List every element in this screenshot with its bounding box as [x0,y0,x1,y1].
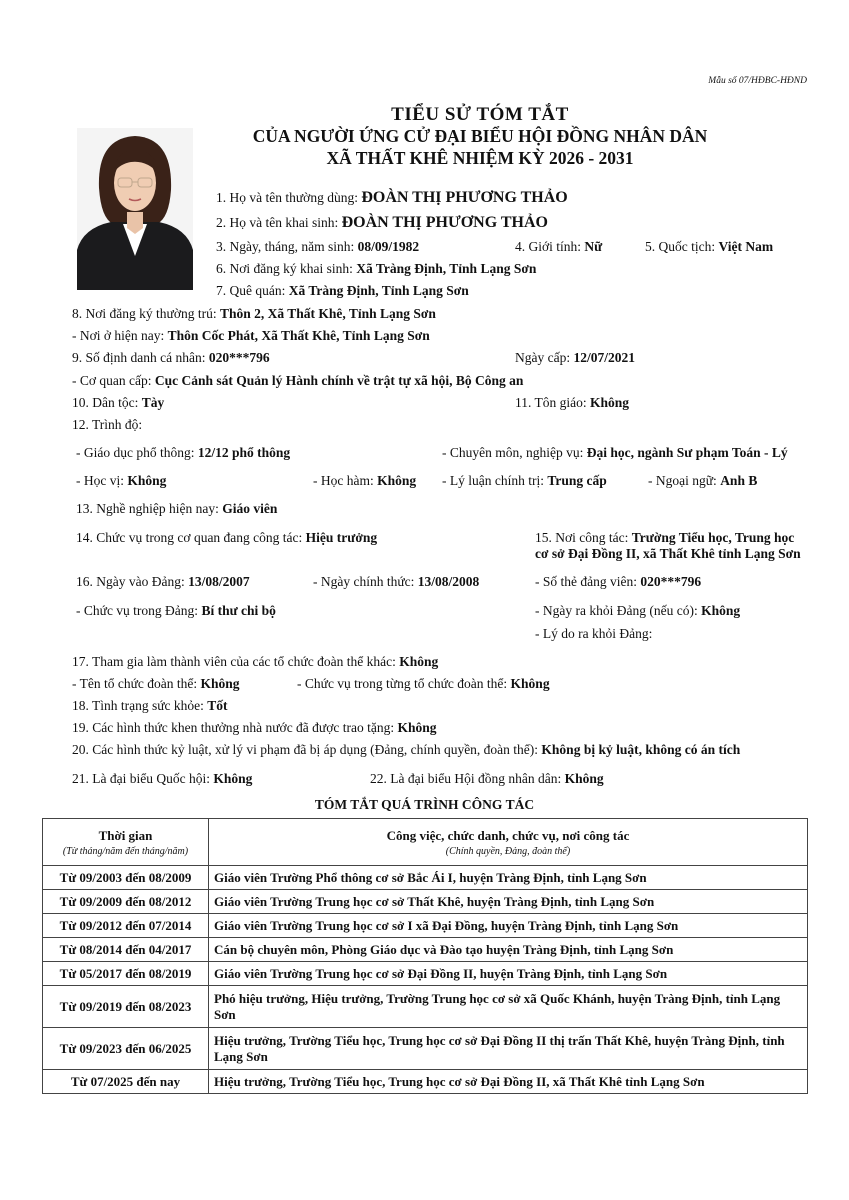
table-row [43,866,808,890]
row-period: Từ 09/2003 đến 08/2009 [43,866,209,890]
table-row [43,914,808,938]
row-description: Giáo viên Trường Trung học cơ sở Đại Đồng II, huyện Tràng Định, tỉnh Lạng Sơn [209,962,808,986]
doc-subtitle: CỦA NGƯỜI ỨNG CỬ ĐẠI BIỂU HỘI ĐỒNG NHÂN DÂN [252,126,708,146]
candidate-photo [77,128,193,290]
field-nationality: 5. Quốc tịch: Việt Nam [645,239,774,254]
form-number: Mẫu số 07/HĐBC-HĐND [708,76,807,86]
field-party-card-number: - Số thẻ đảng viên: 020***796 [535,574,702,589]
doc-subtitle-term: XÃ THẤT KHÊ NHIỆM KỲ 2026 - 2031 [326,148,634,168]
field-id-issue-date: Ngày cấp: 12/07/2021 [515,350,635,365]
column-header-period: Thời gian (Từ tháng/năm đến tháng/năm) [43,819,209,866]
field-position: 14. Chức vụ trong cơ quan đang công tác: Hiệu trưởng [76,530,378,545]
row-period: Từ 09/2019 đến 08/2023 [43,986,209,1028]
field-party-leave-date: - Ngày ra khỏi Đảng (nếu có): Không [535,603,741,618]
field-specialty: - Chuyên môn, nghiệp vụ: Đại học, ngành Sư phạm Toán - Lý [442,445,788,460]
field-birth-date: 3. Ngày, tháng, năm sinh: 08/09/1982 [216,239,420,254]
field-academic-degree: - Học vị: Không [76,473,167,488]
field-workplace-line2: cơ sở Đại Đồng II, xã Thất Khê tỉnh Lạng Sơn [535,546,801,561]
table-row [43,1028,808,1070]
field-disciplinary: 20. Các hình thức kỷ luật, xử lý vi phạm đã bị áp dụng (Đảng, chính quyền, đoàn thể): Không bị kỷ luật, không có án tích [72,742,741,757]
field-party-leave-reason: - Lý do ra khỏi Đảng: [535,626,653,641]
field-peoples-council: 22. Là đại biểu Hội đồng nhân dân: Không [370,771,604,786]
field-party-position: - Chức vụ trong Đảng: Bí thư chi bộ [76,603,276,618]
field-issuing-agency: - Cơ quan cấp: Cục Cảnh sát Quản lý Hành chính về trật tự xã hội, Bộ Công an [72,373,524,388]
row-description: Giáo viên Trường Trung học cơ sở I xã Đại Đồng, huyện Tràng Định, tỉnh Lạng Sơn [209,914,808,938]
row-description: Hiệu trưởng, Trường Tiểu học, Trung học cơ sở Đại Đồng II, xã Thất Khê tỉnh Lạng Sơn [209,1070,808,1094]
column-header-description: Công việc, chức danh, chức vụ, nơi công tác (Chính quyền, Đảng, đoàn thể) [209,819,808,866]
field-other-organizations: 17. Tham gia làm thành viên của các tổ chức đoàn thể khác: Không [72,654,439,669]
table-row [43,962,808,986]
field-birth-place: 6. Nơi đăng ký khai sinh: Xã Tràng Định, Tỉnh Lạng Sơn [216,261,537,276]
table-header-row [43,819,808,866]
field-national-assembly: 21. Là đại biểu Quốc hội: Không [72,771,253,786]
table-row [43,938,808,962]
field-party-official-date: - Ngày chính thức: 13/08/2008 [313,574,480,589]
field-academic-rank: - Học hàm: Không [313,473,417,488]
row-description: Giáo viên Trường Phổ thông cơ sở Bắc Ái I, huyện Tràng Định, tỉnh Lạng Sơn [209,866,808,890]
field-workplace: 15. Nơi công tác: Trường Tiểu học, Trung học [535,530,795,545]
field-party-join-date: 16. Ngày vào Đảng: 13/08/2007 [76,574,250,589]
table-row [43,890,808,914]
row-description: Giáo viên Trường Trung học cơ sở Thất Khê, huyện Tràng Định, tỉnh Lạng Sơn [209,890,808,914]
field-gender: 4. Giới tính: Nữ [515,239,603,254]
field-permanent-residence: 8. Nơi đăng ký thường trú: Thôn 2, Xã Thất Khê, Tỉnh Lạng Sơn [72,306,436,321]
field-occupation: 13. Nghề nghiệp hiện nay: Giáo viên [76,501,278,516]
field-hometown: 7. Quê quán: Xã Tràng Định, Tỉnh Lạng Sơn [216,283,469,298]
table-row [43,1070,808,1094]
work-history-title: TÓM TẮT QUÁ TRÌNH CÔNG TÁC [314,797,535,812]
field-birth-name: 2. Họ và tên khai sinh: ĐOÀN THỊ PHƯƠNG THẢO [216,214,548,231]
field-common-name: 1. Họ và tên thường dùng: ĐOÀN THỊ PHƯƠNG THẢO [216,189,568,206]
row-period: Từ 09/2012 đến 07/2014 [43,914,209,938]
row-period: Từ 09/2023 đến 06/2025 [43,1028,209,1070]
row-description: Phó hiệu trưởng, Hiệu trưởng, Trường Trung học cơ sở xã Quốc Khánh, huyện Tràng Định, tỉnh Lạng Sơn [209,986,808,1028]
field-general-education: - Giáo dục phổ thông: 12/12 phổ thông [76,445,291,460]
field-political-theory: - Lý luận chính trị: Trung cấp [442,473,607,488]
field-personal-id: 9. Số định danh cá nhân: 020***796 [72,350,270,365]
row-description: Cán bộ chuyên môn, Phòng Giáo dục và Đào tạo huyện Tràng Định, tỉnh Lạng Sơn [209,938,808,962]
work-history-table [42,818,808,1094]
row-period: Từ 07/2025 đến nay [43,1070,209,1094]
field-foreign-language: - Ngoại ngữ: Anh B [648,473,758,488]
row-period: Từ 05/2017 đến 08/2019 [43,962,209,986]
field-ethnicity: 10. Dân tộc: Tày [72,395,165,410]
field-awards: 19. Các hình thức khen thưởng nhà nước đã được trao tặng: Không [72,720,437,735]
row-description: Hiệu trưởng, Trường Tiểu học, Trung học cơ sở Đại Đồng II thị trấn Thất Khê, huyện Tràng Định, tỉnh Lạng Sơn [209,1028,808,1070]
field-organization-position: - Chức vụ trong từng tổ chức đoàn thể: Không [297,676,550,691]
table-row [43,986,808,1028]
field-religion: 11. Tôn giáo: Không [515,395,630,410]
field-current-residence: - Nơi ở hiện nay: Thôn Cốc Phát, Xã Thất Khê, Tỉnh Lạng Sơn [72,328,430,343]
field-education-heading: 12. Trình độ: [72,417,143,432]
row-period: Từ 08/2014 đến 04/2017 [43,938,209,962]
doc-title: TIỂU SỬ TÓM TẮT [391,104,569,125]
field-organization-name: - Tên tổ chức đoàn thể: Không [72,676,240,691]
row-period: Từ 09/2009 đến 08/2012 [43,890,209,914]
field-health: 18. Tình trạng sức khỏe: Tốt [72,698,228,713]
